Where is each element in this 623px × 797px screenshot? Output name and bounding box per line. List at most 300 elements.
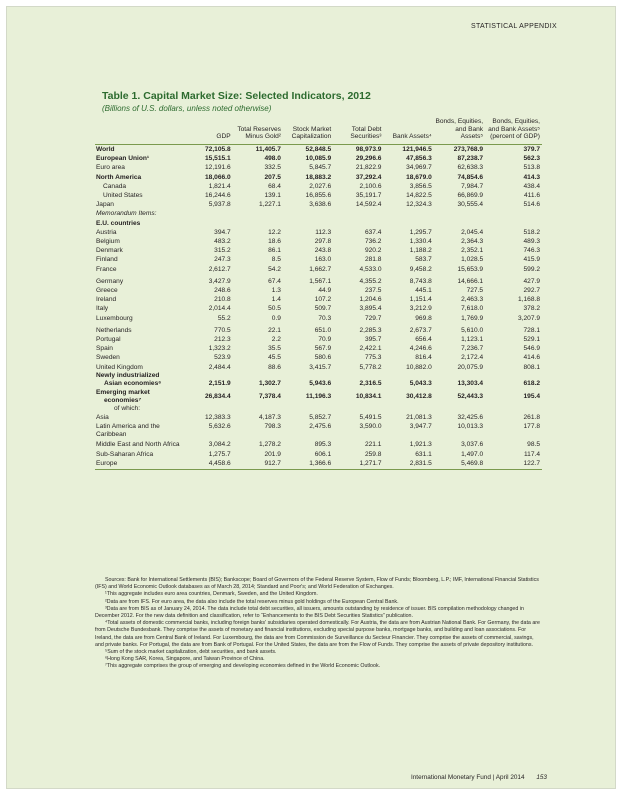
row-value: 10,013.3 <box>457 423 484 431</box>
footnote-4: ⁴Total assets of domestic commercial banks, including foreign banks' subsidiaries operated domestically. For Austria, the data are from Austrian National Bank. For Germany, the data are from Deutsche Bundesbank. They comprise the assets of monetary and financial institutions, excluding special purpose banks, mortgage banks, and building and loan associations. For Ireland, the data are from Central Bank of Ireland. For Luxembourg, the data are from Commission de Surveillance du Secteur Financier. They comprise the assets of commercial, savings, and private banks. For Portugal, the data are from Bank of Portugal. For the United States, the data are from the Flow of Funds. They comprise the assets of private depository institutions. <box>95 620 540 648</box>
row-value: 3,638.6 <box>309 201 332 209</box>
row-value: 5,610.0 <box>461 326 484 334</box>
row-value: 243.8 <box>314 247 332 255</box>
row-value: 1.4 <box>271 296 281 304</box>
row-value: 395.7 <box>364 336 382 344</box>
row-value: 2,316.5 <box>359 379 382 387</box>
row-value: 98,973.9 <box>355 146 382 153</box>
table-row <box>95 237 542 246</box>
row-value: 8.5 <box>271 256 281 264</box>
table-row <box>95 413 542 422</box>
row-value: 427.9 <box>523 277 540 285</box>
col-header-debt: Total Debt Securities³ <box>333 111 383 145</box>
row-label: E.U. countries <box>96 219 141 227</box>
row-value: 163.0 <box>314 256 332 264</box>
row-value: 498.0 <box>264 155 281 163</box>
row-label: Germany <box>96 277 124 285</box>
row-value: 5,943.6 <box>309 379 332 387</box>
row-value: 247.3 <box>214 256 231 264</box>
table-row <box>95 191 542 200</box>
row-value: 88.6 <box>268 363 281 371</box>
row-value: 562.3 <box>523 155 540 163</box>
row-value <box>182 209 232 218</box>
row-label: Denmark <box>96 247 123 255</box>
row-value <box>485 219 542 228</box>
row-value: 70.3 <box>318 314 332 322</box>
row-value: 14,592.4 <box>355 201 382 209</box>
table-subtitle: (Billions of U.S. dollars, unless noted otherwise) <box>102 104 272 113</box>
page-footer <box>411 774 547 781</box>
col-header-percent-gdp: Bonds, Equities, and Bank Assets⁵ (percent of GDP) <box>485 111 542 145</box>
row-value <box>434 219 485 228</box>
row-value: 4,246.6 <box>409 345 432 353</box>
row-value: 2.2 <box>271 336 281 344</box>
row-value: 2,673.7 <box>409 326 432 334</box>
row-value: 4,533.0 <box>359 265 382 273</box>
row-value: 529.1 <box>523 336 540 344</box>
row-value: 1,028.5 <box>461 256 484 264</box>
row-value: 2,422.1 <box>359 345 382 353</box>
row-value: 112.3 <box>315 228 332 236</box>
row-value: 411.6 <box>523 192 540 200</box>
row-value: 16,244.6 <box>205 192 231 200</box>
row-value: 1,330.4 <box>409 238 432 246</box>
row-value: 606.1 <box>314 451 332 459</box>
row-value: 3,947.7 <box>409 423 432 431</box>
table-row <box>95 314 542 323</box>
row-value: 920.2 <box>364 247 382 255</box>
row-value: 139.1 <box>264 192 281 200</box>
row-value: 895.3 <box>314 441 332 449</box>
row-value: 315.2 <box>214 247 231 255</box>
row-value: 201.9 <box>264 451 281 459</box>
row-value: 912.7 <box>233 459 283 469</box>
row-value: 195.4 <box>523 393 540 401</box>
row-value: 50.5 <box>268 305 281 313</box>
table-row <box>95 286 542 295</box>
row-value: 107.2 <box>314 296 332 304</box>
table-row <box>95 145 542 155</box>
table-row <box>95 335 542 344</box>
table-row <box>95 228 542 237</box>
row-value: 34,969.7 <box>406 164 432 172</box>
row-value: 1,366.6 <box>283 459 333 469</box>
row-value: 4,355.2 <box>359 277 382 285</box>
row-label: Netherlands <box>96 326 132 334</box>
footnote-7: ⁷This aggregate comprises the group of emerging and developing economies defined in the World Economic Outlook. <box>105 663 381 670</box>
table-row <box>95 440 542 450</box>
row-value: 728.1 <box>523 326 540 334</box>
row-value: 37,292.4 <box>355 173 382 181</box>
row-value: 68.4 <box>268 182 281 190</box>
row-value: 21,822.9 <box>355 164 382 172</box>
row-value: 62,638.3 <box>457 164 484 172</box>
row-value: 727.5 <box>466 287 484 295</box>
footnote-6: ⁶Hong Kong SAR, Korea, Singapore, and Taiwan Province of China. <box>105 656 265 663</box>
row-value: 55.2 <box>217 314 231 322</box>
table-row <box>95 450 542 459</box>
col-header-label <box>95 111 182 145</box>
row-label: United Kingdom <box>96 363 143 371</box>
row-value: 580.6 <box>314 354 332 362</box>
row-value: 618.2 <box>523 379 540 387</box>
row-value: 1,123.1 <box>461 336 484 344</box>
row-value <box>333 209 383 218</box>
row-value: 2,475.6 <box>309 423 332 431</box>
row-value: 14,822.5 <box>406 192 432 200</box>
row-value: 489.3 <box>523 238 540 246</box>
row-value: 21,081.3 <box>406 414 432 422</box>
row-label: Euro area <box>96 164 125 172</box>
table-row <box>95 255 542 264</box>
row-value: 11,405.7 <box>255 146 281 153</box>
row-value: 15,653.9 <box>457 265 484 273</box>
row-value: 736.2 <box>364 238 382 246</box>
row-value: 66,869.9 <box>457 192 484 200</box>
row-value: 117.4 <box>523 451 540 459</box>
table-row <box>95 173 542 182</box>
row-value: 20,075.9 <box>457 363 484 371</box>
row-value: 12,383.3 <box>205 414 231 422</box>
row-value: 86.1 <box>268 247 281 255</box>
row-label: Asia <box>96 414 109 422</box>
row-value: 3,415.7 <box>309 363 332 371</box>
row-value: 74,854.6 <box>457 173 484 181</box>
row-value: 5,491.5 <box>359 414 382 422</box>
row-value: 10,882.0 <box>406 363 432 371</box>
row-value: 67.4 <box>268 277 281 285</box>
row-value <box>233 209 283 218</box>
row-value: 1.3 <box>271 287 281 295</box>
row-value: 483.2 <box>214 238 231 246</box>
table-row <box>95 209 542 218</box>
row-value: 3,590.0 <box>359 423 382 431</box>
row-label: Europe <box>95 459 182 469</box>
table-row <box>95 154 542 163</box>
row-value: 518.2 <box>523 228 540 236</box>
row-value: 10,085.9 <box>305 155 332 163</box>
row-label: Ireland <box>96 296 117 304</box>
row-value: 7,984.7 <box>461 182 484 190</box>
row-label: Newly industrialized Asian economies⁶ <box>96 371 162 387</box>
row-value: 281.8 <box>364 256 382 264</box>
table-row <box>95 353 542 362</box>
row-value: 259.8 <box>364 451 382 459</box>
row-value: 415.9 <box>523 256 540 264</box>
row-value: 98.5 <box>527 441 540 449</box>
row-value: 414.6 <box>523 354 540 362</box>
row-value: 2,364.3 <box>461 238 484 246</box>
row-value: 3,037.6 <box>461 441 484 449</box>
row-label: Latin America and the Caribbean <box>96 423 160 439</box>
row-value: 567.9 <box>314 345 332 353</box>
table-row <box>95 295 542 304</box>
row-value: 177.8 <box>523 423 540 431</box>
row-value: 2,027.6 <box>309 182 332 190</box>
running-head: STATISTICAL APPENDIX <box>470 23 557 30</box>
row-value: 523.9 <box>214 354 231 362</box>
row-value: 45.5 <box>268 354 281 362</box>
row-value: 2,285.3 <box>359 326 382 334</box>
row-label: Portugal <box>96 336 121 344</box>
row-value: 237.5 <box>364 287 382 295</box>
table-row <box>95 265 542 274</box>
col-header-reserves: Total Reserves Minus Gold² <box>233 111 283 145</box>
row-value: 7,618.0 <box>461 305 484 313</box>
row-value: 2,045.4 <box>461 228 484 236</box>
capital-market-table <box>95 111 542 470</box>
row-value: 546.9 <box>523 345 540 353</box>
row-value: 8,743.8 <box>409 277 432 285</box>
table-row <box>95 372 542 389</box>
row-value: 2,463.3 <box>461 296 484 304</box>
col-header-gdp: GDP <box>182 111 232 145</box>
row-label: Memorandum Items: <box>96 210 157 218</box>
row-label: Emerging market economies⁷ of which: <box>96 389 150 413</box>
row-value <box>283 219 333 228</box>
row-value: 18,679.0 <box>406 173 432 181</box>
row-value: 1,662.7 <box>309 265 332 273</box>
row-label: North America <box>96 173 142 181</box>
row-label: France <box>96 265 117 273</box>
row-value <box>485 209 542 218</box>
row-label: Middle East and North Africa <box>96 441 180 449</box>
row-value: 729.7 <box>364 314 382 322</box>
col-header-stock: Stock Market Capitalization <box>283 111 333 145</box>
row-value <box>233 219 283 228</box>
row-value: 2,484.4 <box>208 363 231 371</box>
row-value: 30,555.4 <box>457 201 484 209</box>
row-value: 599.2 <box>523 265 540 273</box>
row-value: 4,458.6 <box>182 459 232 469</box>
row-value: 656.4 <box>415 336 432 344</box>
row-value: 5,043.3 <box>409 379 432 387</box>
row-value: 1,204.6 <box>359 296 382 304</box>
row-value: 44.9 <box>318 287 332 295</box>
row-value: 10,834.1 <box>355 393 382 401</box>
footnote-3: ³Data are from BIS as of January 24, 2014. The data include total debt securities, all issuers, amounts outstanding by residence of issuer. BIS compilation methodology changed in December 2012. For the new data definition and classification, refer to “Enhancements to the BIS Debt Securities Statistics” publication. <box>95 605 524 620</box>
row-value: 207.5 <box>264 173 281 181</box>
footnote-2: ²Data are from IFS. For euro area, the data also include the total reserves minus gold holdings of the European Central Bank. <box>105 598 399 605</box>
table-row <box>95 344 542 353</box>
row-label: Japan <box>96 201 114 209</box>
row-label: Austria <box>96 228 117 236</box>
row-value: 969.8 <box>415 314 432 322</box>
row-value: 816.4 <box>415 354 432 362</box>
table-row <box>95 389 542 413</box>
table-row <box>95 200 542 209</box>
row-value: 1,921.3 <box>409 441 432 449</box>
row-value: 14,666.1 <box>457 277 484 285</box>
row-value: 5,845.7 <box>309 164 332 172</box>
footnote-5: ⁵Sum of the stock market capitalization, debt securities, and bank assets. <box>105 649 277 656</box>
row-value: 212.3 <box>214 336 231 344</box>
row-value: 12,324.3 <box>406 201 432 209</box>
row-value: 11,196.3 <box>305 393 332 401</box>
row-label: European Union¹ <box>96 155 150 163</box>
row-value: 3,427.9 <box>208 277 231 285</box>
row-label: United States <box>103 192 143 200</box>
table-row <box>95 219 542 228</box>
row-value: 5,852.7 <box>309 414 332 422</box>
row-label: Canada <box>103 182 127 190</box>
table-row <box>95 422 542 440</box>
row-value: 32,425.6 <box>457 414 484 422</box>
row-value: 2,014.4 <box>208 305 231 313</box>
row-value: 2,831.5 <box>383 459 433 469</box>
row-value: 30,412.8 <box>406 393 432 401</box>
row-value: 72,105.8 <box>205 146 231 153</box>
row-value: 3,856.5 <box>409 182 432 190</box>
table-row <box>95 323 542 335</box>
row-value: 292.7 <box>523 287 540 295</box>
row-value: 35.5 <box>268 345 281 353</box>
row-value <box>333 219 383 228</box>
row-value: 7,378.4 <box>258 393 281 401</box>
row-value <box>383 209 433 218</box>
row-value: 1,278.2 <box>258 441 281 449</box>
row-value: 70.9 <box>318 336 332 344</box>
row-label: Sweden <box>96 354 120 362</box>
row-value: 18,883.2 <box>305 173 332 181</box>
row-value: 54.2 <box>268 265 281 273</box>
row-value: 414.3 <box>523 173 540 181</box>
row-value: 52,443.3 <box>457 393 484 401</box>
row-value: 248.6 <box>214 287 231 295</box>
row-value: 3,207.9 <box>518 314 540 322</box>
table-notes <box>95 577 542 671</box>
row-value: 122.7 <box>485 459 542 469</box>
row-value <box>383 219 433 228</box>
row-value: 1,821.4 <box>208 182 231 190</box>
row-label: Luxembourg <box>96 314 133 322</box>
row-value: 12,191.6 <box>205 164 231 172</box>
row-value: 261.8 <box>523 414 540 422</box>
table-title: Table 1. Capital Market Size: Selected Indicators, 2012 <box>102 90 371 102</box>
publication-name: International Monetary Fund | April 2014 <box>410 774 525 781</box>
row-value: 379.7 <box>523 146 540 153</box>
row-value: 52,848.5 <box>305 146 332 153</box>
row-value: 47,856.3 <box>406 155 432 163</box>
row-value: 332.5 <box>264 164 281 172</box>
row-value: 35,191.7 <box>355 192 382 200</box>
row-value: 5,937.8 <box>208 201 231 209</box>
table-row <box>95 304 542 313</box>
row-value: 29,296.6 <box>355 155 382 163</box>
row-value: 808.1 <box>523 363 540 371</box>
row-value: 12.2 <box>268 228 281 236</box>
row-value: 445.1 <box>415 287 432 295</box>
row-value: 1,151.4 <box>409 296 432 304</box>
col-header-bonds-equities: Bonds, Equities, and Bank Assets⁵ <box>434 111 485 145</box>
row-value: 0.9 <box>271 314 281 322</box>
row-value: 651.0 <box>314 326 332 334</box>
row-value: 3,212.9 <box>409 305 432 313</box>
row-value: 1,275.7 <box>208 451 231 459</box>
table-row <box>95 363 542 372</box>
row-value: 1,188.2 <box>409 247 432 255</box>
row-value: 18,066.0 <box>205 173 231 181</box>
row-value: 5,632.6 <box>208 423 231 431</box>
col-header-bank: Bank Assets⁴ <box>383 111 433 145</box>
row-value: 87,238.7 <box>457 155 484 163</box>
row-value: 583.7 <box>415 256 432 264</box>
row-label: World <box>96 146 115 153</box>
row-value: 2,172.4 <box>461 354 484 362</box>
row-value: 770.5 <box>214 326 231 334</box>
row-value: 7,236.7 <box>461 345 484 353</box>
table-row <box>95 274 542 286</box>
row-label: Spain <box>96 345 113 353</box>
row-value: 1,323.2 <box>208 345 231 353</box>
row-value <box>283 209 333 218</box>
row-value: 121,946.5 <box>402 146 432 153</box>
row-value: 16,855.6 <box>305 192 332 200</box>
row-value: 2,100.6 <box>359 182 382 190</box>
row-value: 509.7 <box>314 305 332 313</box>
row-value: 5,469.8 <box>434 459 485 469</box>
row-value: 631.1 <box>415 451 432 459</box>
table-row <box>95 163 542 172</box>
row-value: 22.1 <box>268 326 281 334</box>
row-value: 513.8 <box>523 164 540 172</box>
row-value: 2,352.1 <box>461 247 484 255</box>
row-value: 26,834.4 <box>205 393 231 401</box>
row-value: 378.2 <box>523 305 540 313</box>
row-value: 221.1 <box>364 441 382 449</box>
row-value: 775.3 <box>364 354 382 362</box>
sources-note: Sources: Bank for International Settlements (BIS); Bankscope; Board of Governors of the Federal Reserve System, Flow of Funds; Bloomberg, L.P.; IMF, International Financial Statistics (IFS) and World Economic Outlook databases as of March 28, 2014; Standard and Poor's; and World Federation of Exchanges. <box>95 577 539 591</box>
row-value: 273,768.9 <box>453 146 484 153</box>
page-number: 153 <box>536 774 547 781</box>
row-value: 1,302.7 <box>258 379 281 387</box>
row-value: 18.6 <box>268 238 281 246</box>
row-value: 4,187.3 <box>258 414 281 422</box>
row-value: 2,151.9 <box>208 379 231 387</box>
row-value: 5,778.2 <box>359 363 382 371</box>
footnote-1: ¹This aggregate includes euro area countries, Denmark, Sweden, and the United Kingdom. <box>105 591 318 598</box>
table-row <box>95 182 542 191</box>
row-value: 438.4 <box>523 182 540 190</box>
row-value: 1,295.7 <box>409 228 432 236</box>
row-value <box>434 209 485 218</box>
row-label: Italy <box>96 305 109 313</box>
row-label: Sub-Saharan Africa <box>96 451 154 459</box>
row-value: 637.4 <box>364 228 382 236</box>
table-header-row <box>95 111 542 145</box>
row-value: 514.6 <box>523 201 540 209</box>
row-value: 210.8 <box>214 296 231 304</box>
table-row <box>95 246 542 255</box>
row-value <box>182 219 232 228</box>
row-value: 394.7 <box>214 228 231 236</box>
row-value: 1,271.7 <box>333 459 383 469</box>
row-label: Greece <box>96 287 118 295</box>
row-value: 746.3 <box>523 247 540 255</box>
row-label: Belgium <box>96 238 120 246</box>
row-label: Finland <box>96 256 118 264</box>
row-value: 2,612.7 <box>208 265 231 273</box>
row-value: 798.3 <box>264 423 281 431</box>
row-value: 1,769.9 <box>461 314 484 322</box>
row-value: 1,227.1 <box>258 201 281 209</box>
row-value: 1,567.1 <box>309 277 332 285</box>
row-value: 3,895.4 <box>359 305 382 313</box>
table-row <box>95 459 542 469</box>
row-value: 1,168.8 <box>518 296 540 304</box>
row-value: 9,458.2 <box>409 265 432 273</box>
row-value: 1,497.0 <box>461 451 484 459</box>
